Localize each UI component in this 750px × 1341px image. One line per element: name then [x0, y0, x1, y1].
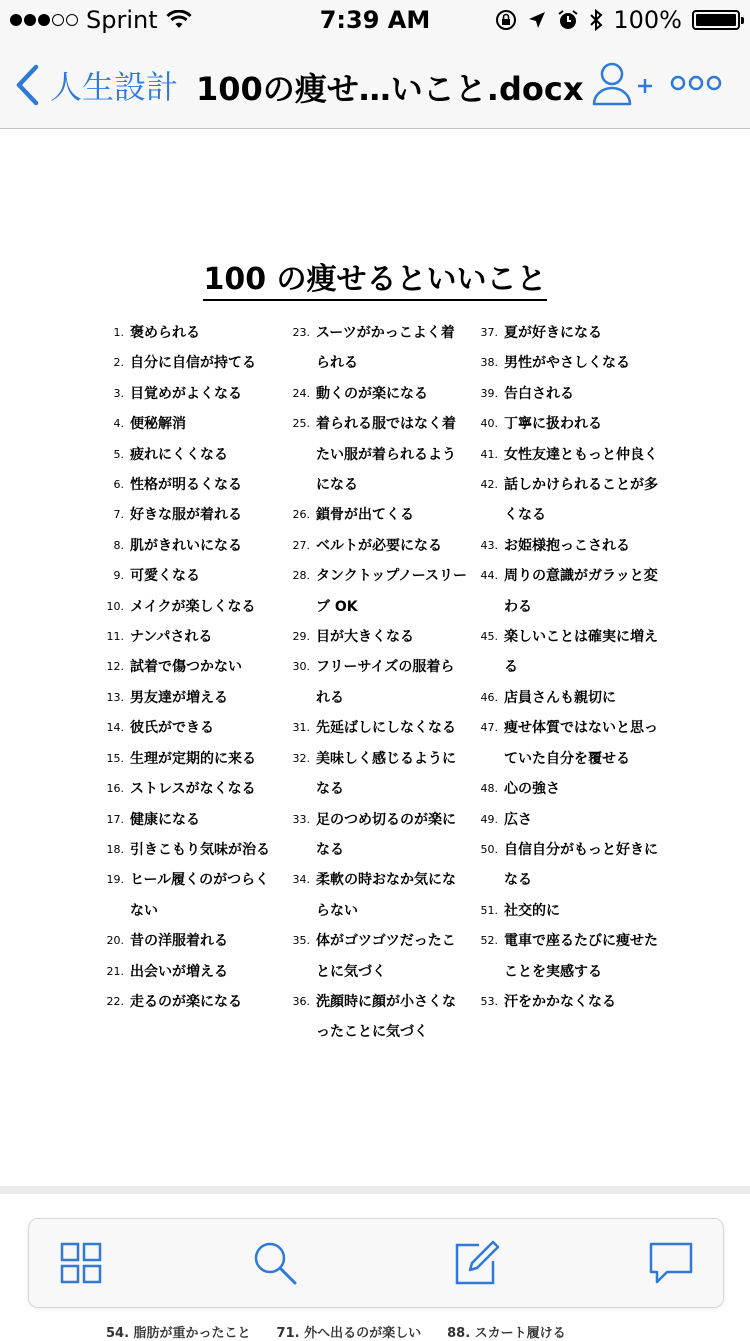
list-item — [96, 409, 282, 439]
share-person-button[interactable] — [592, 60, 654, 114]
list-item-text: ナンパされる — [130, 629, 213, 646]
list-item-text: お姫様抱っこされる — [504, 537, 630, 554]
list-item-text: メイクが楽しくなる — [130, 598, 256, 615]
next-page-peek: 54. 脂肪が重かったこと 71. 外へ出るのが楽しい 88. スカート履ける — [106, 1326, 566, 1341]
list-item-number: 14. — [106, 721, 124, 735]
list-item-text: 話しかけられることが多くなる — [504, 477, 658, 524]
list-item-number: 44. — [480, 569, 498, 583]
list-item-text: 柔軟の時おなか気にならない — [316, 872, 456, 919]
search-icon — [252, 1240, 298, 1286]
list-item-number: 3. — [113, 386, 124, 400]
list-item — [282, 713, 468, 743]
thumbnails-button[interactable] — [57, 1239, 105, 1287]
list-item-text: 自分に自信が持てる — [130, 355, 256, 372]
bottom-toolbar — [28, 1218, 724, 1308]
list-item-text: 先延ばしにしなくなる — [316, 720, 456, 737]
list-item-text: 昔の洋服着れる — [130, 933, 228, 950]
list-item — [96, 561, 282, 591]
page-divider — [0, 1186, 750, 1194]
clock: 7:39 AM — [319, 6, 431, 34]
list-item-text: 引きこもり気味が治る — [130, 841, 270, 858]
list-item-number: 30. — [292, 660, 310, 674]
list-item — [96, 683, 282, 713]
list-item-number: 23. — [292, 326, 310, 339]
list-item-number: 49. — [480, 812, 498, 826]
list-item — [470, 531, 660, 561]
list-item — [282, 987, 468, 1048]
list-item-number: 21. — [106, 964, 124, 978]
list-item-number: 13. — [106, 690, 124, 704]
list-item-text: 健康になる — [130, 811, 200, 828]
list-item — [96, 957, 282, 987]
list-item-text: 電車で座るたびに痩せたことを実感する — [504, 933, 658, 980]
list-item-number: 47. — [480, 721, 498, 735]
list-item — [96, 774, 282, 804]
list-item — [470, 713, 660, 774]
list-item-text: 走るのが楽になる — [130, 993, 242, 1010]
list-item-number: 19. — [106, 873, 124, 887]
list-item — [96, 744, 282, 774]
list-item-number: 22. — [106, 994, 124, 1008]
list-item-number: 7. — [113, 508, 124, 522]
list-item — [282, 531, 468, 561]
list-item-text: 心の強さ — [504, 781, 560, 798]
list-item-text: 着られる服ではなく着たい服が着られるようになる — [316, 416, 456, 494]
carrier-name: Sprint — [86, 6, 158, 34]
battery-icon — [692, 10, 740, 30]
more-button[interactable] — [670, 74, 722, 96]
more-icon — [670, 74, 722, 92]
list-item-text: 疲れにくくなる — [130, 446, 228, 463]
list-item — [470, 835, 660, 896]
list-item-text: 丁寧に扱われる — [504, 416, 602, 433]
list-item-number: 29. — [292, 630, 310, 644]
list-item — [96, 440, 282, 470]
list-item-number: 20. — [106, 934, 124, 948]
battery-percentage: 100% — [613, 6, 682, 34]
list-item — [470, 318, 660, 348]
list-item-number: 9. — [113, 569, 124, 583]
list-item-number: 36. — [292, 994, 310, 1008]
list-item — [470, 440, 660, 470]
list-item — [96, 379, 282, 409]
list-item — [282, 652, 468, 713]
list-item-number: 34. — [292, 873, 310, 887]
status-right — [495, 6, 740, 34]
list-item — [96, 805, 282, 835]
comment-button[interactable] — [647, 1239, 695, 1287]
alarm-icon — [557, 9, 579, 31]
list-item-text: 美味しく感じるようになる — [316, 750, 456, 798]
list-item-number: 53. — [480, 994, 498, 1008]
list-item-text: 彼氏ができる — [130, 720, 214, 737]
list-item-text: 足のつめ切るのが楽になる — [316, 811, 456, 858]
list-item-text: 社交的に — [504, 902, 560, 919]
list-item — [96, 500, 282, 530]
navigation-bar — [0, 40, 750, 129]
list-item — [470, 987, 660, 1017]
list-item-number: 1. — [113, 326, 124, 339]
list-item-text: 生理が定期的に来る — [130, 750, 256, 767]
list-item-number: 33. — [292, 812, 310, 826]
list-item-text: ヒール履くのがつらくない — [130, 872, 270, 919]
list-item — [96, 713, 282, 743]
edit-button[interactable] — [453, 1239, 501, 1287]
list-item — [470, 348, 660, 378]
battery-fill — [696, 14, 736, 26]
list-item-number: 43. — [480, 538, 498, 552]
list-item-text: 広さ — [504, 811, 532, 828]
list-item-number: 39. — [480, 386, 498, 400]
list-item-text: タンクトップノースリーブ OK — [316, 568, 468, 615]
document-title: 100の痩せ…いこと.docx — [196, 70, 584, 108]
list-item — [470, 926, 660, 987]
list-item-number: 5. — [113, 447, 124, 461]
list-item-number: 28. — [292, 569, 310, 583]
list-item-text: ベルトが必要になる — [316, 537, 442, 554]
list-item — [96, 835, 282, 865]
page-title — [0, 254, 750, 298]
list-item — [470, 622, 660, 683]
list-item — [282, 409, 468, 500]
list-item — [282, 926, 468, 987]
list-item-number: 11. — [106, 630, 124, 644]
list-item-number: 8. — [113, 538, 124, 552]
list-column-2 — [282, 318, 468, 1048]
list-column-1 — [96, 318, 282, 1017]
list-item-text: 鎖骨が出てくる — [316, 507, 414, 524]
list-item — [470, 774, 660, 804]
bluetooth-icon — [589, 8, 603, 32]
list-item — [470, 409, 660, 439]
list-item-number: 45. — [480, 630, 498, 644]
list-item-number: 26. — [292, 508, 310, 522]
list-item-text: 可愛くなる — [130, 568, 200, 585]
list-item — [96, 926, 282, 956]
list-item — [96, 470, 282, 500]
list-item-text: 痩せ体質ではないと思っていた自分を覆せる — [504, 720, 658, 767]
list-item-number: 24. — [292, 386, 310, 400]
list-item — [282, 500, 468, 530]
status-bar — [0, 0, 750, 40]
list-item-text: 褒められる — [130, 325, 200, 341]
list-item-text: 周りの意識がガラッと変わる — [504, 568, 658, 615]
list-item-text: 出会いが増える — [130, 963, 228, 980]
list-item-number: 10. — [106, 599, 124, 613]
list-item-text: 女性友達ともっと仲良く — [504, 446, 658, 463]
list-item — [470, 470, 660, 531]
list-item-number: 31. — [292, 721, 310, 735]
list-item — [282, 805, 468, 866]
list-item — [96, 652, 282, 682]
list-item-number: 52. — [480, 934, 498, 948]
list-item-number: 51. — [480, 903, 498, 917]
list-item-text: 楽しいことは確実に増える — [504, 629, 658, 676]
list-item — [96, 987, 282, 1017]
list-item-text: 目覚めがよくなる — [130, 385, 242, 402]
list-item-number: 38. — [480, 356, 498, 370]
search-button[interactable] — [251, 1239, 299, 1287]
list-item-number: 32. — [292, 751, 310, 765]
list-item — [96, 348, 282, 378]
list-item-number: 16. — [106, 782, 124, 796]
signal-strength-icon — [10, 14, 78, 26]
list-item — [470, 896, 660, 926]
list-item-number: 42. — [480, 478, 498, 492]
list-item-text: フリーサイズの服着られる — [316, 659, 455, 706]
list-item — [282, 865, 468, 926]
list-item — [96, 318, 282, 348]
orientation-lock-icon — [495, 9, 517, 31]
list-item — [282, 318, 468, 379]
list-item-number: 27. — [292, 538, 310, 552]
list-item — [96, 592, 282, 622]
location-arrow-icon — [527, 10, 547, 30]
list-item — [96, 622, 282, 652]
list-item-number: 6. — [113, 478, 124, 492]
list-item-text: 目が大きくなる — [316, 629, 414, 646]
list-item-text: 夏が好きになる — [504, 325, 602, 341]
list-item — [96, 531, 282, 561]
list-item-text: 洗顔時に顔が小さくなったことに気づく — [316, 993, 456, 1041]
list-item — [470, 379, 660, 409]
list-item — [282, 379, 468, 409]
list-item-number: 25. — [292, 417, 310, 431]
comment-icon — [647, 1240, 695, 1286]
list-item — [282, 744, 468, 805]
back-button[interactable] — [14, 62, 178, 108]
list-item-text: 汗をかかなくなる — [504, 993, 616, 1010]
list-item-number: 15. — [106, 751, 124, 765]
add-person-icon — [592, 60, 654, 110]
list-item-number: 12. — [106, 660, 124, 674]
list-item-number: 46. — [480, 690, 498, 704]
grid-icon — [59, 1241, 103, 1285]
list-item-number: 50. — [480, 842, 498, 856]
list-item-text: ストレスがなくなる — [130, 781, 256, 798]
list-item — [470, 683, 660, 713]
list-item-text: 店員さんも親切に — [504, 689, 616, 706]
list-item-text: 自信自分がもっと好きになる — [504, 841, 658, 889]
list-item — [282, 622, 468, 652]
list-item-number: 2. — [113, 356, 124, 370]
back-button-label: 人生設計 — [50, 68, 179, 106]
list-item-number: 18. — [106, 842, 124, 856]
list-item-text: 好きな服が着れる — [130, 507, 242, 524]
list-item-number: 40. — [480, 417, 498, 431]
list-item-text: 性格が明るくなる — [130, 477, 242, 494]
list-item-number: 48. — [480, 782, 498, 796]
page-title-text: 100 の痩せるといいこと — [203, 262, 546, 301]
list-item — [282, 561, 468, 622]
list-item-text: 肌がきれいになる — [130, 537, 242, 554]
list-item-text: 動くのが楽になる — [316, 385, 428, 402]
chevron-left-icon — [14, 64, 40, 106]
list-item-text: 男性がやさしくなる — [504, 355, 630, 372]
list-item-text: 便秘解消 — [130, 416, 186, 433]
list-column-3 — [470, 318, 660, 1017]
list-item — [470, 561, 660, 622]
list-item-text: スーツがかっこよく着られる — [316, 325, 455, 372]
list-item-text: 試着で傷つかない — [130, 659, 242, 676]
list-item — [470, 805, 660, 835]
list-item — [96, 865, 282, 926]
list-item-text: 体がゴツゴツだったことに気づく — [316, 933, 456, 980]
edit-icon — [453, 1239, 501, 1287]
list-item-number: 37. — [480, 326, 498, 339]
wifi-icon — [166, 10, 192, 30]
list-item-number: 41. — [480, 447, 498, 461]
status-left — [10, 6, 192, 34]
list-item-number: 35. — [292, 934, 310, 948]
list-item-text: 告白される — [504, 385, 574, 402]
list-item-number: 4. — [113, 417, 124, 431]
list-item-text: 男友達が増える — [130, 689, 228, 706]
list-item-number: 17. — [106, 812, 124, 826]
